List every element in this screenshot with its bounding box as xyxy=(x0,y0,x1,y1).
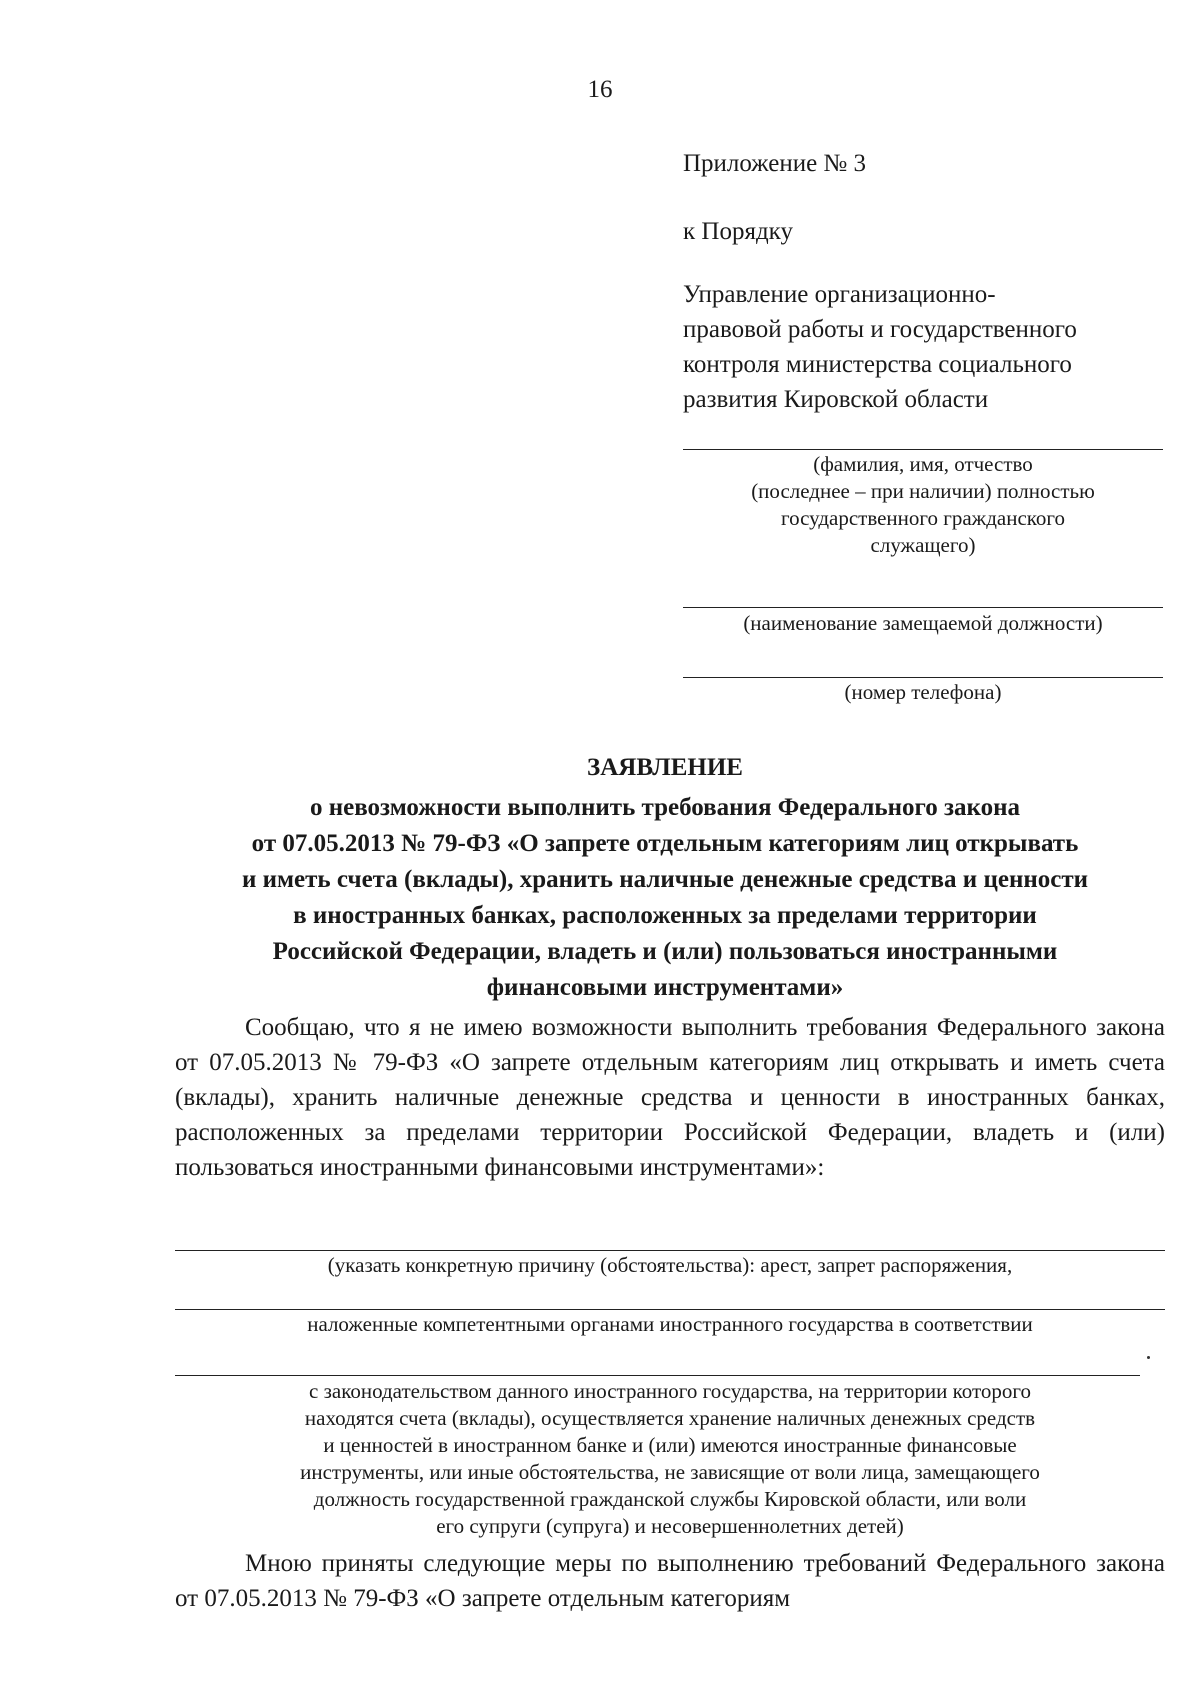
addressee-line: развития Кировской области xyxy=(683,386,989,413)
reason-caption-line: с законодательством данного иностранного государства, на территории которого xyxy=(309,1379,1031,1403)
position-field-line[interactable] xyxy=(683,607,1163,608)
reason-field-line-2[interactable] xyxy=(175,1309,1165,1310)
period-mark xyxy=(1147,1356,1150,1359)
reason-caption-line: и ценностей в иностранном банке и (или) имеются иностранные финансовые xyxy=(323,1433,1017,1457)
addressee-line: правовой работы и государственного xyxy=(683,316,1077,343)
fio-caption-line: (фамилия, имя, отчество xyxy=(813,452,1033,476)
reason-field-line-3[interactable] xyxy=(175,1375,1140,1376)
reason-field-line-1[interactable] xyxy=(175,1250,1165,1251)
reason-caption-line: находятся счета (вклады), осуществляется хранение наличных денежных средств xyxy=(304,1406,1036,1430)
subtitle-line: в иностранных банках, расположенных за пределами территории xyxy=(293,902,1037,929)
phone-caption: (номер телефона) xyxy=(844,680,1002,704)
to-order-label: к Порядку xyxy=(683,218,793,245)
subtitle-line: и иметь счета (вклады), хранить наличные денежные средства и ценности xyxy=(241,866,1089,893)
reason-caption-1: (указать конкретную причину (обстоятельства): арест, запрет распоряжения, xyxy=(327,1253,1013,1277)
position-caption: (наименование замещаемой должности) xyxy=(743,611,1103,635)
statement-subtitle xyxy=(160,790,1170,1006)
addressee-line: контроля министерства социального xyxy=(683,351,1072,378)
fio-caption-line: государственного гражданского xyxy=(780,506,1065,530)
fio-caption-line: служащего) xyxy=(870,533,976,557)
phone-field-line[interactable] xyxy=(683,677,1163,678)
fio-field-line[interactable] xyxy=(683,449,1163,450)
statement-paragraph-1: Сообщаю, что я не имею возможности выполнить требования Федерального закона от 07.05.2013 № 79-ФЗ «О запрете отдельным категориям лиц открывать и иметь счета (вклады), хранить наличные денежные средства и ценности в иностранных банках, расположенных за пределами территории Российской Федерации, владеть и (или) пользоваться иностранными финансовыми инструментами»: xyxy=(175,1014,1165,1181)
addressee-block xyxy=(683,277,1163,417)
reason-caption-line: должность государственной гражданской службы Кировской области, или воли xyxy=(313,1487,1027,1511)
fio-caption-line: (последнее – при наличии) полностью xyxy=(751,479,1095,503)
subtitle-line: от 07.05.2013 № 79-ФЗ «О запрете отдельным категориям лиц открывать xyxy=(251,830,1079,857)
reason-caption-2: наложенные компетентными органами иностранного государства в соответствии xyxy=(307,1312,1033,1336)
statement-title: ЗАЯВЛЕНИЕ xyxy=(587,754,743,781)
appendix-label: Приложение № 3 xyxy=(683,150,867,177)
subtitle-line: о невозможности выполнить требования Федерального закона xyxy=(309,794,1021,821)
reason-caption-3 xyxy=(175,1378,1165,1540)
subtitle-line: Российской Федерации, владеть и (или) пользоваться иностранными xyxy=(272,938,1058,965)
statement-paragraph-2: Мною приняты следующие меры по выполнению требований Федерального закона от 07.05.2013 № 79-ФЗ «О запрете отдельным категориям xyxy=(175,1550,1165,1612)
subtitle-line: финансовыми инструментами» xyxy=(486,974,844,1001)
page-number: 16 xyxy=(587,76,613,103)
addressee-line: Управление организационно- xyxy=(683,281,996,308)
fio-caption xyxy=(683,451,1163,559)
reason-caption-line: его супруги (супруга) и несовершеннолетних детей) xyxy=(436,1514,904,1538)
reason-caption-line: инструменты, или иные обстоятельства, не зависящие от воли лица, замещающего xyxy=(300,1460,1040,1484)
